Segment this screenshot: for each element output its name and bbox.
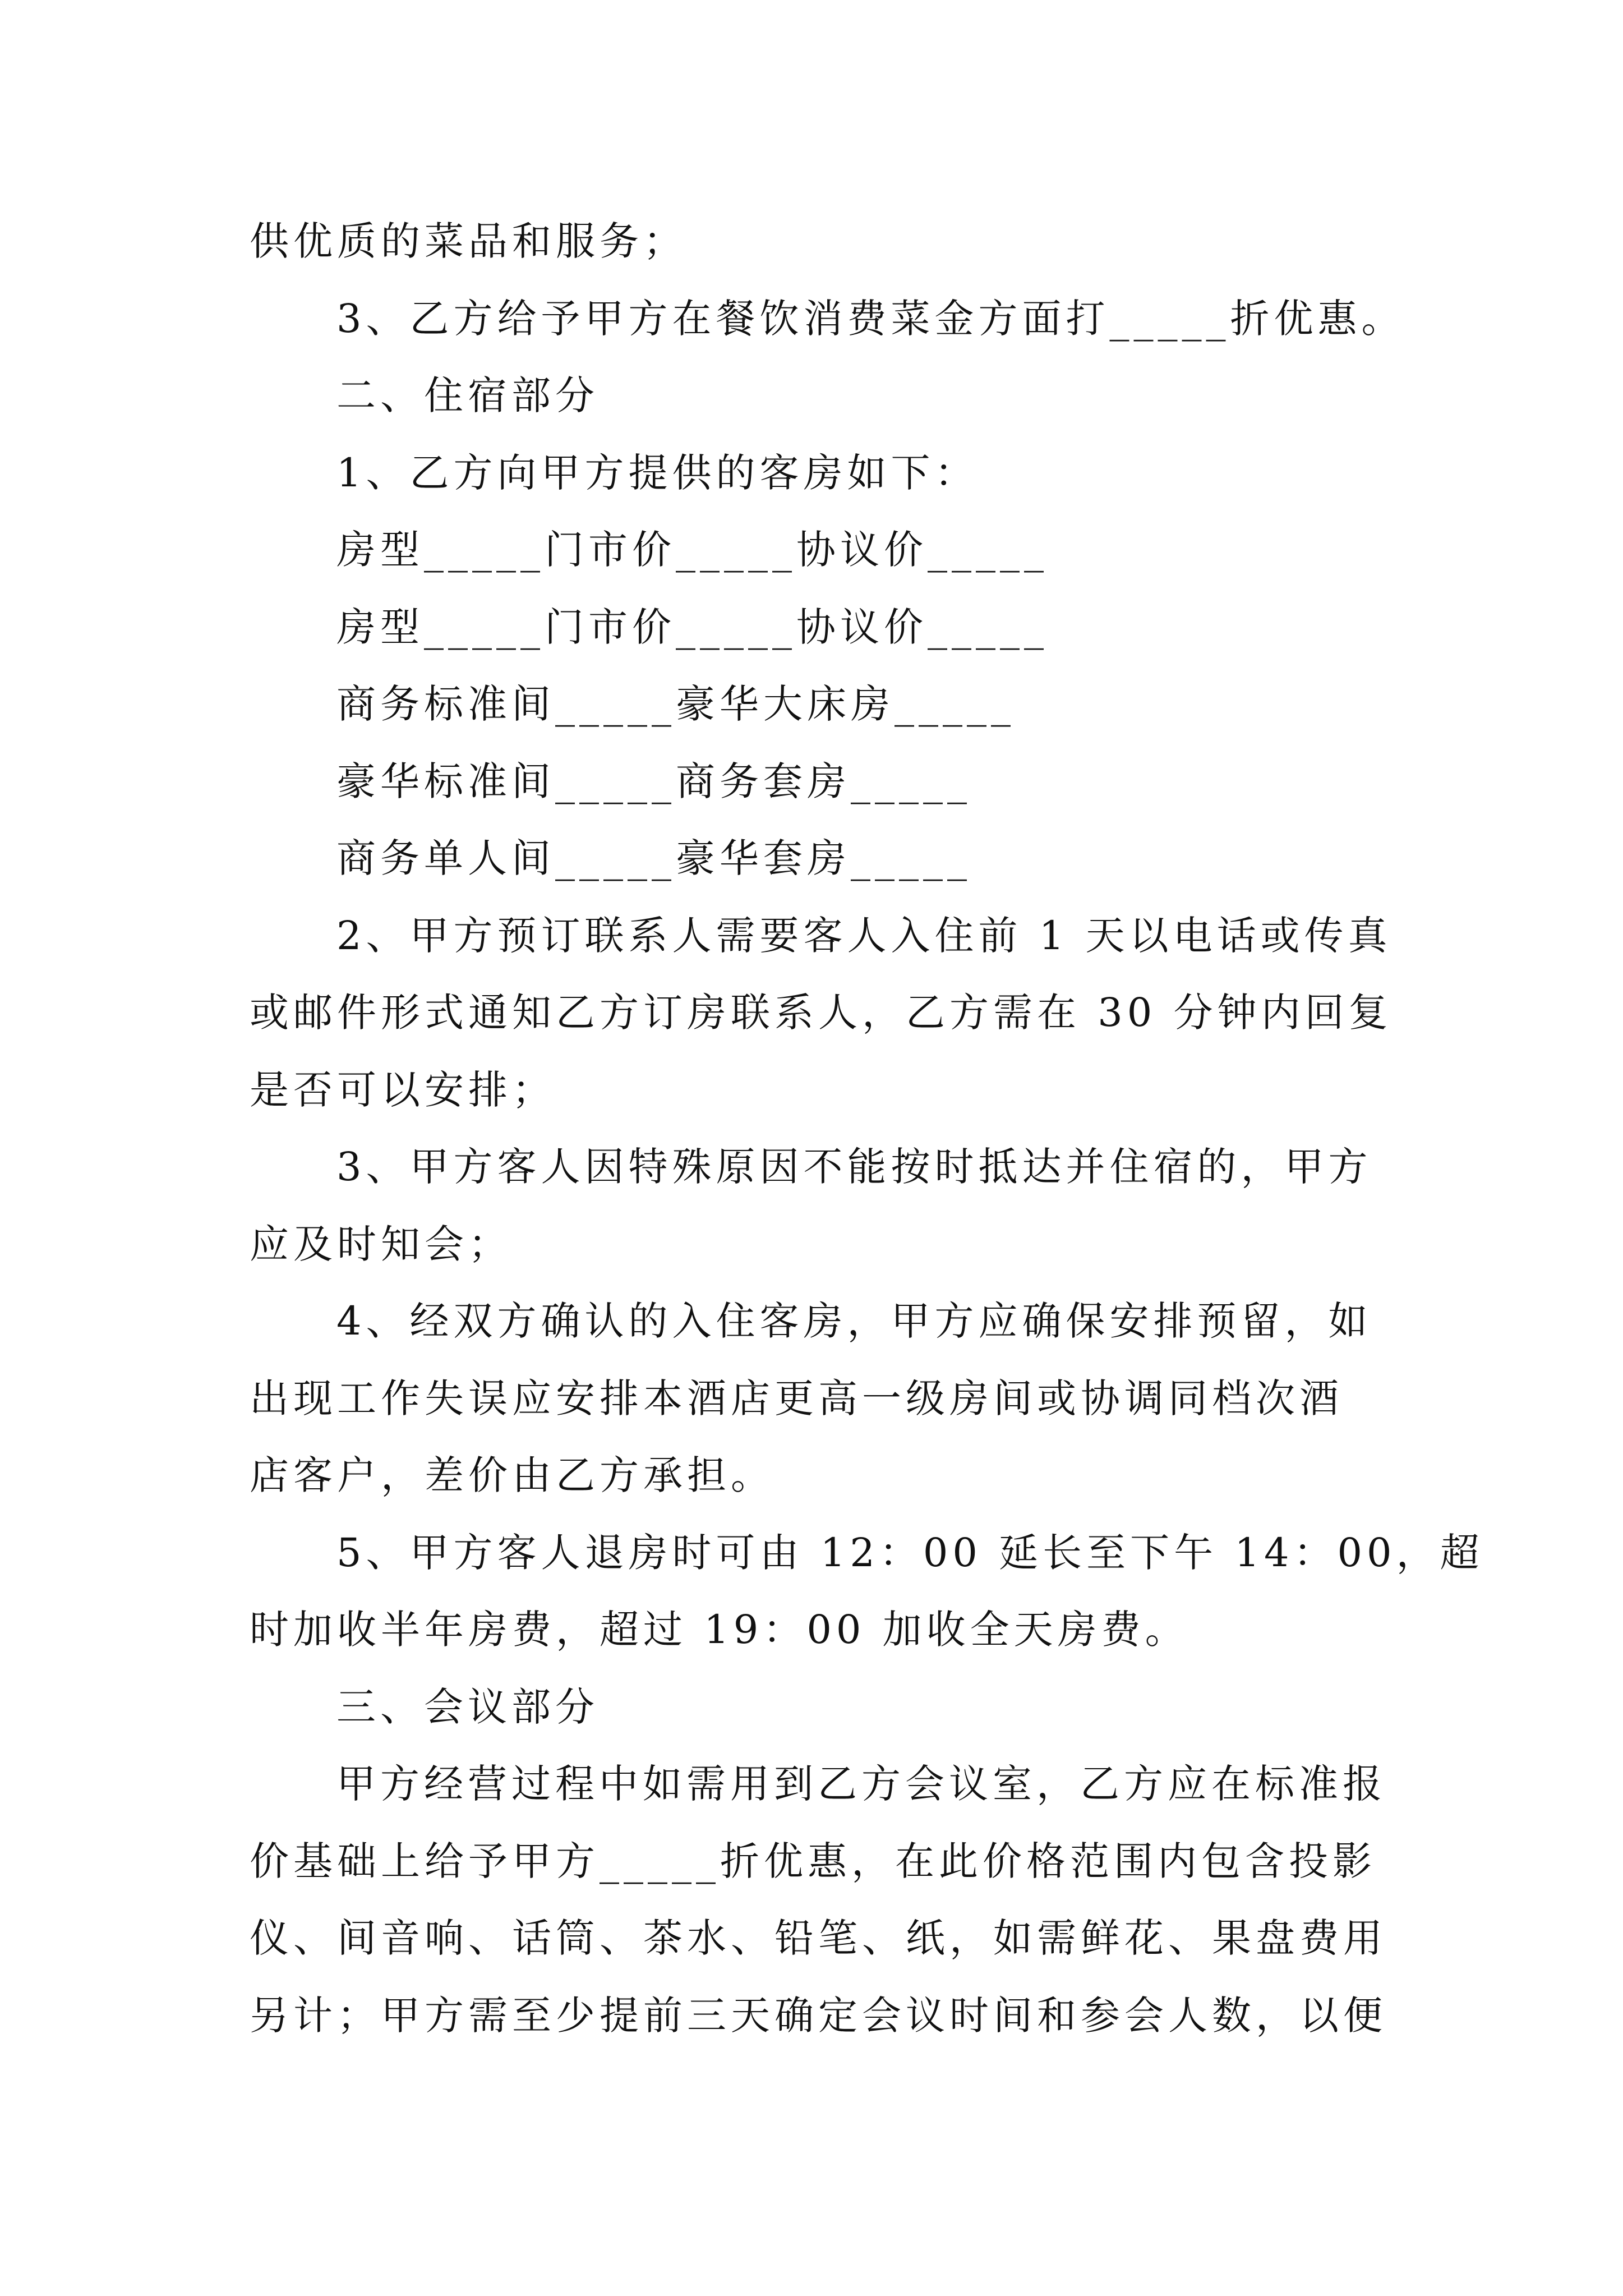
paragraph-line: 甲方经营过程中如需用到乙方会议室，乙方应在标准报 [336,1761,1386,1807]
room-rate-line: 房型_____门市价_____协议价_____ [336,604,1048,650]
room-type-line: 商务单人间_____豪华套房_____ [336,835,971,881]
room-type-line: 豪华标准间_____商务套房_____ [336,758,971,804]
paragraph-line: 供优质的菜品和服务； [250,218,687,264]
paragraph-line: 另计；甲方需至少提前三天确定会议时间和参会人数，以便 [250,1993,1387,2039]
room-rate-line: 房型_____门市价_____协议价_____ [336,527,1048,573]
paragraph-line: 仪、间音响、话筒、茶水、铅笔、纸，如需鲜花、果盘费用 [250,1915,1387,1961]
paragraph-line: 5、甲方客人退房时可由 12：00 延长至下午 14：00，超 [336,1530,1484,1576]
paragraph-line: 价基础上给予甲方_____折优惠，在此价格范围内包含投影 [250,1838,1376,1884]
section-heading: 三、会议部分 [336,1684,599,1730]
paragraph-line: 2、甲方预订联系人需要客人入住前 1 天以电话或传真 [336,913,1392,959]
paragraph-line: 时加收半年房费，超过 19：00 加收全天房费。 [250,1607,1189,1653]
paragraph-line: 1、乙方向甲方提供的客房如下： [336,450,979,496]
paragraph-line: 4、经双方确认的入住客房，甲方应确保安排预留，如 [336,1298,1372,1344]
paragraph-line: 3、甲方客人因特殊原因不能按时抵达并住宿的，甲方 [336,1144,1372,1190]
paragraph-line: 出现工作失误应安排本酒店更高一级房间或协调同档次酒 [250,1375,1343,1421]
paragraph-line: 店客户，差价由乙方承担。 [250,1452,774,1498]
paragraph-line: 是否可以安排； [250,1067,556,1113]
paragraph-line: 或邮件形式通知乙方订房联系人，乙方需在 30 分钟内回复 [250,990,1393,1036]
section-heading: 二、住宿部分 [336,372,599,418]
paragraph-line: 应及时知会； [250,1221,512,1267]
room-type-line: 商务标准间_____豪华大床房_____ [336,681,1015,727]
paragraph-line: 3、乙方给予甲方在餐饮消费菜金方面打_____折优惠。 [336,296,1405,342]
